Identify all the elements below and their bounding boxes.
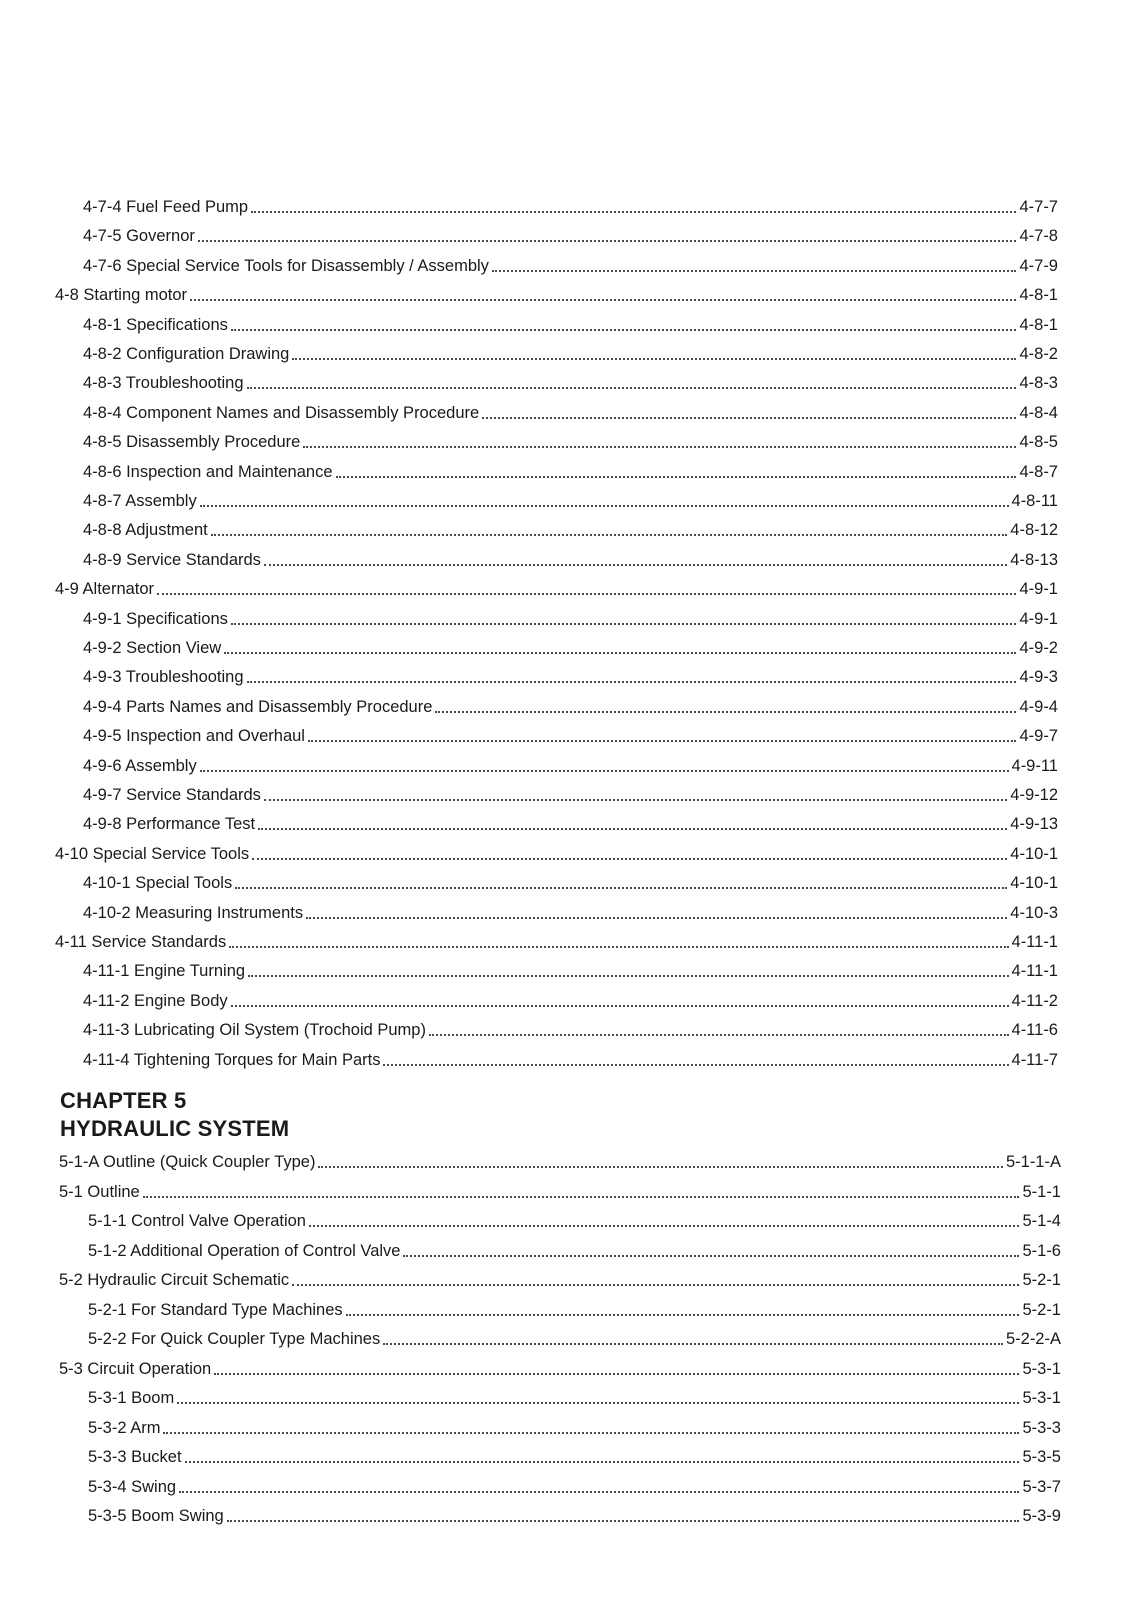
toc-entry[interactable]	[55, 281, 1058, 305]
toc-entry-label: 4-11-1 Engine Turning	[83, 962, 246, 981]
dot-leader	[227, 1520, 1020, 1522]
toc-entry-page: 4-7-8	[1019, 227, 1058, 246]
dot-leader	[435, 711, 1016, 713]
toc-entry-page: 5-3-5	[1022, 1448, 1061, 1466]
toc-entry-page: 5-3-1	[1022, 1389, 1061, 1407]
toc-entry-page: 4-11-1	[1011, 962, 1058, 981]
toc-entry[interactable]	[83, 605, 1058, 629]
dot-leader	[235, 887, 1007, 889]
toc-entry[interactable]	[83, 899, 1058, 923]
dot-leader	[429, 1034, 1009, 1036]
toc-entry-label: 5-3-4 Swing	[88, 1477, 177, 1496]
dot-leader	[248, 975, 1008, 977]
toc-entry[interactable]	[83, 193, 1058, 217]
dot-leader	[336, 476, 1017, 478]
dot-leader	[190, 299, 1016, 301]
toc-entry-page: 4-7-9	[1019, 256, 1058, 275]
dot-leader	[258, 828, 1007, 830]
toc-entry-label: 5-3-1 Boom	[88, 1389, 175, 1407]
toc-entry-label: 4-8-9 Service Standards	[83, 550, 261, 569]
dot-leader	[198, 240, 1017, 242]
toc-entry-label: 4-8-5 Disassembly Procedure	[83, 433, 301, 452]
dot-leader	[308, 740, 1017, 742]
toc-entry-label: 4-9-7 Service Standards	[83, 786, 261, 804]
toc-entry-label: 4-8 Starting motor	[55, 286, 188, 305]
dot-leader	[264, 564, 1007, 566]
toc-entry[interactable]	[59, 1355, 1061, 1379]
toc-entry-page: 5-1-6	[1022, 1241, 1061, 1260]
toc-entry-page: 4-8-5	[1019, 433, 1058, 452]
toc-entry-page: 5-2-1	[1022, 1300, 1061, 1319]
toc-entry[interactable]	[83, 399, 1058, 423]
toc-entry-label: 5-1 Outline	[59, 1182, 140, 1201]
toc-entry[interactable]	[83, 458, 1058, 482]
toc-entry-page: 4-8-11	[1011, 492, 1058, 510]
toc-entry[interactable]	[83, 752, 1058, 776]
dot-leader	[492, 270, 1017, 272]
toc-entry[interactable]	[83, 693, 1058, 717]
dot-leader	[306, 917, 1007, 919]
toc-entry-page: 4-9-13	[1010, 815, 1058, 834]
toc-entry-label: 4-11-3 Lubricating Oil System (Trochoid Pump)	[83, 1021, 426, 1040]
toc-entry[interactable]	[83, 781, 1058, 805]
toc-entry[interactable]	[83, 311, 1058, 335]
toc-entry-page: 5-1-4	[1022, 1212, 1061, 1230]
toc-entry-label: 4-9-6 Assembly	[83, 756, 197, 775]
toc-entry-label: 4-9-3 Troubleshooting	[83, 668, 244, 687]
toc-entry[interactable]	[88, 1207, 1061, 1231]
toc-entry-label: 4-11-4 Tightening Torques for Main Parts	[83, 1050, 381, 1069]
toc-entry[interactable]	[83, 487, 1058, 511]
toc-entry-page: 4-9-11	[1011, 756, 1058, 775]
toc-entry-label: 5-3-2 Arm	[88, 1418, 161, 1437]
dot-leader	[318, 1166, 1002, 1168]
toc-entry-label: 5-3 Circuit Operation	[59, 1359, 212, 1378]
toc-entry-label: 4-8-2 Configuration Drawing	[83, 345, 290, 363]
toc-entry-label: 5-2-2 For Quick Coupler Type Machines	[88, 1330, 381, 1348]
toc-entry[interactable]	[83, 957, 1058, 981]
toc-entry[interactable]	[83, 369, 1058, 393]
toc-entry[interactable]	[83, 428, 1058, 452]
toc-entry[interactable]	[83, 516, 1058, 540]
toc-entry-page: 4-10-1	[1010, 844, 1058, 863]
toc-entry-page: 5-3-7	[1022, 1477, 1061, 1496]
toc-entry-page: 4-9-4	[1019, 697, 1058, 716]
toc-entry[interactable]	[83, 987, 1058, 1011]
dot-leader	[403, 1255, 1019, 1257]
dot-leader	[303, 446, 1016, 448]
toc-entry[interactable]	[88, 1237, 1061, 1261]
toc-entry-label: 4-9-8 Performance Test	[83, 815, 256, 834]
dot-leader	[200, 505, 1009, 507]
toc-entry-page: 4-8-13	[1010, 550, 1058, 569]
toc-entry-label: 4-8-6 Inspection and Maintenance	[83, 462, 333, 481]
toc-entry-label: 4-10 Special Service Tools	[55, 844, 250, 863]
toc-entry-label: 4-8-3 Troubleshooting	[83, 374, 244, 393]
toc-entry-page: 4-9-7	[1019, 727, 1058, 746]
toc-entry-page: 4-10-3	[1010, 903, 1058, 922]
toc-entry[interactable]	[83, 869, 1058, 893]
toc-entry-label: 5-1-1 Control Valve Operation	[88, 1212, 306, 1230]
toc-entry[interactable]	[55, 840, 1058, 864]
toc-entry-label: 5-2-1 For Standard Type Machines	[88, 1300, 343, 1319]
dot-leader	[177, 1402, 1019, 1404]
toc-entry-page: 4-9-1	[1019, 609, 1058, 628]
toc-entry-label: 4-11 Service Standards	[55, 933, 227, 951]
dot-leader	[185, 1461, 1020, 1463]
chapter-title: HYDRAULIC SYSTEM	[60, 1116, 290, 1141]
toc-entry-label: 4-9-2 Section View	[83, 639, 222, 657]
toc-entry[interactable]	[88, 1414, 1061, 1438]
toc-entry[interactable]	[83, 663, 1058, 687]
toc-entry-label: 4-9-5 Inspection and Overhaul	[83, 727, 305, 746]
toc-entry[interactable]	[83, 1046, 1058, 1070]
toc-entry[interactable]	[88, 1443, 1061, 1467]
toc-entry-label: 5-3-5 Boom Swing	[88, 1507, 224, 1525]
toc-entry-label: 4-7-4 Fuel Feed Pump	[83, 198, 249, 216]
toc-entry-page: 4-8-4	[1019, 403, 1058, 422]
toc-entry-page: 5-3-3	[1022, 1418, 1061, 1437]
dot-leader	[143, 1196, 1020, 1198]
toc-entry[interactable]	[59, 1266, 1061, 1290]
toc-entry-page: 4-9-2	[1019, 639, 1058, 657]
toc-entry-page: 4-9-1	[1019, 580, 1058, 599]
toc-entry[interactable]	[83, 1016, 1058, 1040]
toc-entry-page: 4-8-2	[1019, 345, 1058, 363]
toc-entry-label: 4-7-5 Governor	[83, 227, 195, 246]
dot-leader	[252, 858, 1007, 860]
toc-entry-page: 4-8-1	[1019, 315, 1058, 334]
dot-leader	[231, 623, 1017, 625]
toc-entry-label: 5-1-A Outline (Quick Coupler Type)	[59, 1153, 316, 1171]
dot-leader	[214, 1373, 1019, 1375]
toc-entry[interactable]	[83, 252, 1058, 276]
toc-entry-page: 4-9-12	[1010, 786, 1058, 804]
toc-entry[interactable]	[83, 722, 1058, 746]
toc-entry-label: 4-8-1 Specifications	[83, 315, 228, 334]
toc-entry-page: 4-8-1	[1019, 286, 1058, 305]
dot-leader	[383, 1064, 1008, 1066]
toc-entry-page: 4-11-7	[1011, 1050, 1058, 1069]
dot-leader	[229, 946, 1008, 948]
toc-entry-page: 5-2-2-A	[1005, 1330, 1061, 1348]
toc-entry-page: 4-11-2	[1011, 991, 1058, 1010]
toc-entry-page: 5-1-1	[1022, 1182, 1061, 1201]
toc-entry[interactable]	[59, 1178, 1061, 1202]
toc-entry-label: 4-10-2 Measuring Instruments	[83, 903, 304, 922]
dot-leader	[231, 329, 1017, 331]
toc-entry-label: 4-8-7 Assembly	[83, 492, 197, 510]
toc-entry-page: 5-3-9	[1022, 1507, 1061, 1525]
toc-entry[interactable]	[83, 634, 1058, 658]
toc-entry-label: 4-10-1 Special Tools	[83, 874, 233, 893]
dot-leader	[264, 799, 1007, 801]
dot-leader	[211, 534, 1008, 536]
toc-entry-page: 4-7-7	[1019, 198, 1058, 216]
toc-entry-page: 4-10-1	[1010, 874, 1058, 893]
dot-leader	[200, 770, 1009, 772]
toc-entry-label: 4-9-1 Specifications	[83, 609, 228, 628]
dot-leader	[346, 1314, 1020, 1316]
dot-leader	[292, 1284, 1019, 1286]
dot-leader	[224, 652, 1016, 654]
toc-entry-label: 4-8-4 Component Names and Disassembly Procedure	[83, 403, 480, 422]
dot-leader	[247, 387, 1017, 389]
chapter-number: CHAPTER 5	[60, 1088, 187, 1113]
dot-leader	[292, 358, 1016, 360]
toc-entry[interactable]	[88, 1296, 1061, 1320]
toc-entry-page: 4-8-3	[1019, 374, 1058, 393]
toc-entry-page: 4-11-6	[1011, 1021, 1058, 1040]
toc-entry-label: 5-3-3 Bucket	[88, 1448, 182, 1466]
toc-entry[interactable]	[88, 1502, 1061, 1526]
toc-entry-label: 5-1-2 Additional Operation of Control Valve	[88, 1241, 401, 1260]
toc-entry[interactable]	[83, 340, 1058, 364]
dot-leader	[231, 1005, 1009, 1007]
toc-entry-page: 5-1-1-A	[1005, 1153, 1061, 1171]
toc-entry-page: 4-9-3	[1019, 668, 1058, 687]
toc-entry-label: 4-11-2 Engine Body	[83, 991, 228, 1010]
dot-leader	[247, 681, 1017, 683]
dot-leader	[251, 211, 1016, 213]
toc-entry[interactable]	[55, 928, 1058, 952]
toc-entry-label: 5-2 Hydraulic Circuit Schematic	[59, 1271, 290, 1289]
toc-entry-page: 5-2-1	[1022, 1271, 1061, 1289]
toc-entry-page: 4-8-12	[1010, 521, 1058, 540]
toc-entry[interactable]	[55, 575, 1058, 599]
toc-entry[interactable]	[83, 546, 1058, 570]
toc-entry-label: 4-9 Alternator	[55, 580, 155, 599]
toc-entry[interactable]	[83, 222, 1058, 246]
dot-leader	[383, 1343, 1003, 1345]
toc-entry[interactable]	[88, 1473, 1061, 1497]
dot-leader	[482, 417, 1016, 419]
dot-leader	[309, 1225, 1019, 1227]
toc-entry-page: 4-8-7	[1019, 462, 1058, 481]
toc-entry-label: 4-8-8 Adjustment	[83, 521, 208, 540]
dot-leader	[163, 1432, 1019, 1434]
toc-entry-page: 4-11-1	[1011, 933, 1058, 951]
toc-entry[interactable]	[83, 810, 1058, 834]
toc-entry[interactable]	[59, 1148, 1061, 1172]
dot-leader	[157, 593, 1016, 595]
toc-entry-label: 4-7-6 Special Service Tools for Disassembly / Assembly	[83, 256, 489, 275]
toc-entry-page: 5-3-1	[1022, 1359, 1061, 1378]
toc-entry[interactable]	[88, 1384, 1061, 1408]
toc-entry[interactable]	[88, 1325, 1061, 1349]
toc-entry-label: 4-9-4 Parts Names and Disassembly Procedure	[83, 697, 433, 716]
dot-leader	[179, 1491, 1019, 1493]
